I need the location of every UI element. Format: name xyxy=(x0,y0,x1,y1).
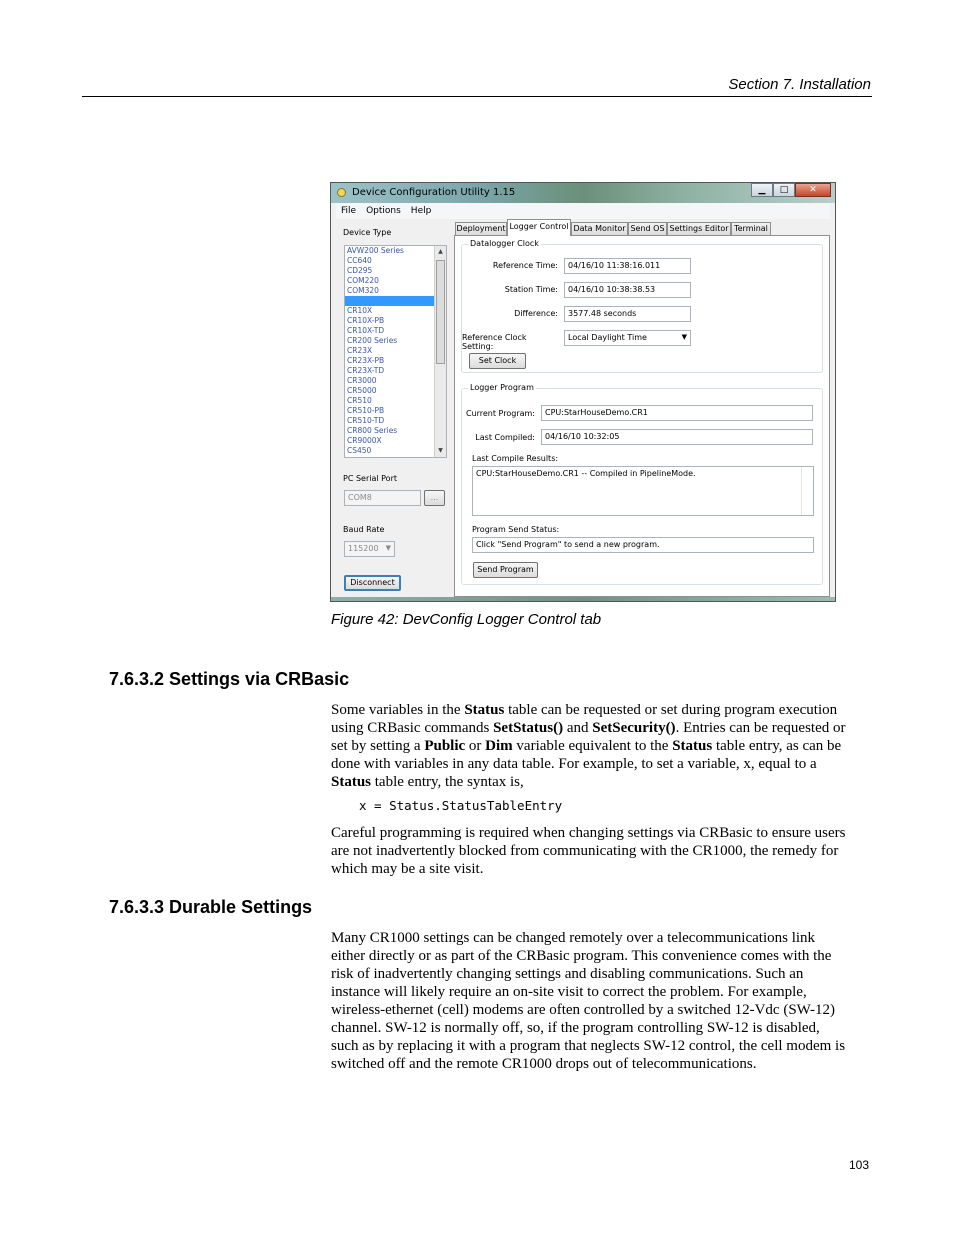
last-compiled-label: Last Compiled: xyxy=(475,433,535,442)
chevron-down-icon: ▼ xyxy=(385,544,391,552)
device-list-item[interactable]: CR10X-PB xyxy=(347,316,385,325)
section-heading-durable-settings: 7.6.3.3 Durable Settings xyxy=(109,897,313,917)
bold-term: Status xyxy=(331,774,372,790)
chevron-down-icon: ▼ xyxy=(681,333,687,341)
window-bottom-border xyxy=(331,597,835,601)
header-rule xyxy=(82,96,872,97)
send-program-button[interactable]: Send Program xyxy=(473,562,538,578)
serial-port-input[interactable]: COM8 xyxy=(344,490,421,506)
bold-term: Status xyxy=(464,702,505,718)
text-run: variable equivalent to the xyxy=(512,738,673,754)
datalogger-clock-title: Datalogger Clock xyxy=(470,239,539,248)
compile-results-memo[interactable] xyxy=(472,466,814,516)
device-list-item[interactable]: CR200 Series xyxy=(347,336,398,345)
close-icon[interactable]: ✕ xyxy=(795,183,831,197)
device-type-label: Device Type xyxy=(343,228,392,237)
device-list-item[interactable]: CR3000 xyxy=(347,376,377,385)
pc-serial-port-label: PC Serial Port xyxy=(343,474,397,483)
device-list-item[interactable]: COM220 xyxy=(347,276,379,285)
station-time-field[interactable]: 04/16/10 10:38:38.53 xyxy=(564,282,691,298)
current-program-label: Current Program: xyxy=(465,409,535,418)
left-panel xyxy=(336,219,454,597)
text-run: and xyxy=(563,720,593,736)
baud-rate-select[interactable] xyxy=(344,541,395,557)
maximize-icon[interactable]: □ xyxy=(773,183,795,197)
difference-label: Difference: xyxy=(514,309,558,318)
menu-help[interactable]: Help xyxy=(410,206,432,216)
scroll-up-icon[interactable]: ▲ xyxy=(438,248,443,255)
last-compiled-field[interactable]: 04/16/10 10:32:05 xyxy=(541,429,813,445)
bold-term: Public xyxy=(424,738,466,754)
text-run: . Entries can be requested or set by setting a xyxy=(331,720,846,754)
tab-settings-editor[interactable]: Settings Editor xyxy=(667,222,731,235)
bold-term: SetSecurity() xyxy=(592,720,676,736)
bold-term: SetStatus() xyxy=(493,720,564,736)
device-list-item[interactable]: CR510 xyxy=(347,396,372,405)
logger-control-panel xyxy=(454,235,830,597)
bold-term: Status xyxy=(672,738,713,754)
baud-rate-label: Baud Rate xyxy=(343,525,385,534)
device-list-item[interactable]: CC640 xyxy=(347,256,372,265)
code-example: x = Status.StatusTableEntry xyxy=(359,798,563,813)
reference-time-field[interactable]: 04/16/10 11:38:16.011 xyxy=(564,258,691,274)
settings-via-crbasic-paragraph-1 xyxy=(331,701,851,791)
reference-clock-setting-select[interactable] xyxy=(564,330,691,346)
section-heading-settings-via-crbasic: 7.6.3.2 Settings via CRBasic xyxy=(109,669,350,689)
running-header: Section 7. Installation xyxy=(728,76,871,93)
logger-program-title: Logger Program xyxy=(470,383,534,392)
device-list-item[interactable]: CR9000X xyxy=(347,436,382,445)
bold-term: Dim xyxy=(485,738,513,754)
client-area xyxy=(336,219,830,597)
settings-via-crbasic-paragraph-2: Careful programming is required when changing settings via CRBasic to ensure users are not inadvertently blocked from communicating with the CR1000, the remedy for which may be a site visit. xyxy=(331,825,846,877)
program-send-status-label: Program Send Status: xyxy=(472,525,560,534)
reference-time-label: Reference Time: xyxy=(492,261,558,270)
set-clock-button[interactable]: Set Clock xyxy=(469,353,526,369)
device-type-list[interactable] xyxy=(344,245,447,458)
current-program-field[interactable]: CPU:StarHouseDemo.CR1 xyxy=(541,405,813,421)
text-run: table can be requested or set during program execution using CRBasic commands xyxy=(331,702,838,736)
window-title: Device Configuration Utility 1.15 xyxy=(352,187,516,198)
difference-field[interactable]: 3577.48 seconds xyxy=(564,306,691,322)
menu-bar xyxy=(336,203,830,220)
device-list-item[interactable]: CR10X-TD xyxy=(347,326,385,335)
app-icon xyxy=(337,188,346,197)
durable-settings-paragraph: Many CR1000 settings can be changed remotely over a telecommunications link either directly or as part of the CRBasic program. This convenience comes with the risk of inadvertently changing settings and disabling communications. Such an instance will likely require an on-site visit to correct the problem. For example, wireless-ethernet (cell) modems are often controlled by a switched 12-Vdc (SW-12) channel. SW-12 is normally off, so, if the program controlling SW-12 is disabled, such as by replacing it with a program that neglects SW-12 control, the cell modem is switched off and the remote CR1000 drops out of telecommunications. xyxy=(331,930,846,1072)
device-list-item[interactable]: AVW200 Series xyxy=(347,246,404,255)
text-run: or xyxy=(465,738,486,754)
tab-strip xyxy=(454,219,830,235)
disconnect-button[interactable]: Disconnect xyxy=(344,575,401,591)
menu-options[interactable]: Options xyxy=(366,206,401,216)
datalogger-clock-group xyxy=(461,239,823,373)
device-list-scrollbar[interactable] xyxy=(434,246,446,457)
device-list-item[interactable]: CR510-PB xyxy=(347,406,385,415)
device-list-item[interactable]: COM320 xyxy=(347,286,379,295)
tab-data-monitor[interactable]: Data Monitor xyxy=(571,222,628,235)
scroll-down-icon[interactable]: ▼ xyxy=(438,447,443,454)
compile-results-text: CPU:StarHouseDemo.CR1 -- Compiled in PipelineMode. xyxy=(476,469,696,478)
last-compile-results-label: Last Compile Results: xyxy=(472,454,559,463)
device-list-item[interactable]: CR1000 xyxy=(345,296,446,306)
devconfig-window-screenshot xyxy=(330,182,836,602)
figure-caption: Figure 42: DevConfig Logger Control tab xyxy=(331,611,602,628)
device-list-item[interactable]: CR510-TD xyxy=(347,416,385,425)
minimize-icon[interactable]: ▁ xyxy=(751,183,773,197)
text-run: table entry, the syntax is, xyxy=(371,774,524,790)
tab-logger-control[interactable]: Logger Control xyxy=(507,219,571,236)
device-list-item[interactable]: CR10X xyxy=(347,306,373,315)
browse-port-button[interactable]: ... xyxy=(424,490,445,506)
device-list-item[interactable]: CR23X-PB xyxy=(347,356,385,365)
text-run: Some variables in the xyxy=(331,702,465,718)
device-list-item[interactable]: CR23X xyxy=(347,346,373,355)
compile-results-scrollbar[interactable] xyxy=(801,467,813,515)
logger-program-group xyxy=(461,383,823,585)
baud-rate-value: 115200 xyxy=(348,544,379,553)
scroll-thumb[interactable] xyxy=(436,260,445,364)
device-list-item[interactable]: CD295 xyxy=(347,266,373,275)
tab-deployment[interactable]: Deployment xyxy=(456,224,506,233)
reference-clock-setting-label: Reference Clock Setting: xyxy=(462,333,527,351)
menu-file[interactable]: File xyxy=(341,206,357,216)
station-time-label: Station Time: xyxy=(504,285,558,294)
device-list-item[interactable]: CR5000 xyxy=(347,386,377,395)
tab-terminal[interactable]: Terminal xyxy=(731,222,771,235)
device-list-item[interactable]: CR23X-TD xyxy=(347,366,385,375)
tab-send-os[interactable]: Send OS xyxy=(628,222,667,235)
title-bar[interactable] xyxy=(331,183,835,203)
device-list-item[interactable]: CS450 xyxy=(347,446,372,455)
text-run: table entry, as can be done with variables in any data table. For example, to set a variable, x, equal to a xyxy=(331,738,842,772)
page-number: 103 xyxy=(848,1158,869,1172)
reference-clock-setting-value: Local Daylight Time xyxy=(568,333,647,342)
device-list-item[interactable]: CR800 Series xyxy=(347,426,398,435)
program-send-status-field[interactable]: Click "Send Program" to send a new program. xyxy=(472,537,814,553)
